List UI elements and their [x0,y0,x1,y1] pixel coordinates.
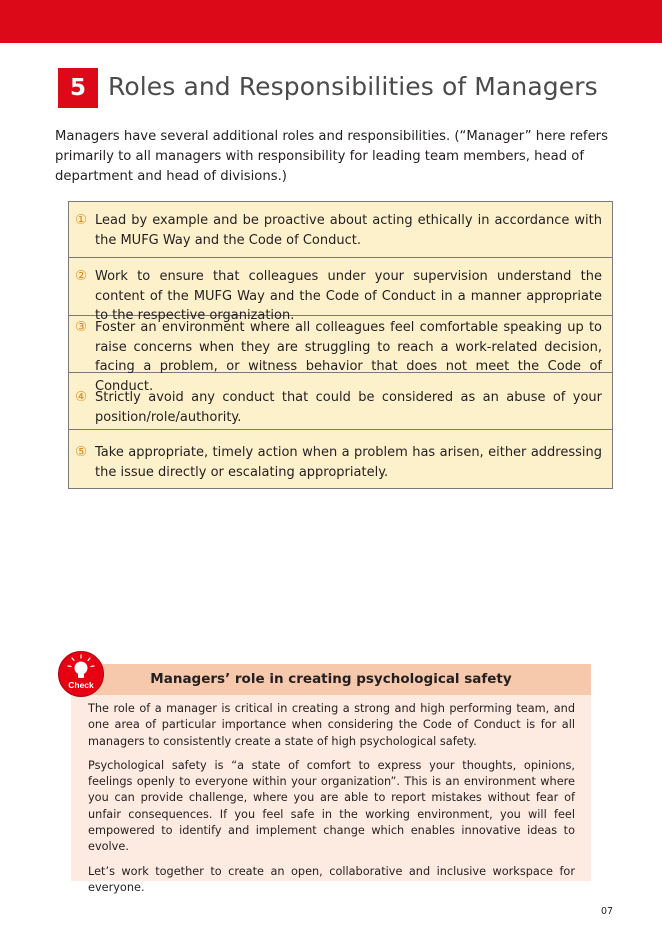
check-badge-label: Check [68,680,94,690]
item-text: Strictly avoid any conduct that could be considered as an abuse of your position/role/authority. [95,390,602,425]
intro-paragraph: Managers have several additional roles and responsibilities. (“Manager” here refers primarily to all managers with responsibility for leading team members, head of department and head of divisions.) [55,129,608,184]
item-text: Lead by example and be proactive about acting ethically in accordance with the MUFG Way and the Code of Conduct. [95,213,602,248]
check-body [88,701,575,904]
check-callout [71,664,591,894]
check-badge [58,651,104,697]
item-number: ⑤ [75,444,88,460]
list-item [69,373,612,430]
check-title: Managers’ role in creating psychological safety [150,671,512,687]
page-number: 07 [601,906,614,917]
list-item [69,430,612,488]
list-item [69,202,612,258]
item-text: Work to ensure that colleagues under your supervision understand the content of the MUFG Way and the Code of Conduct in a manner appropriate to the respective organization. [95,269,602,323]
check-paragraph: Psychological safety is “a state of comfort to express your thoughts, opinions, feelings openly to everyone within your organization”. This is an environment where you can provide challenge, where you are able to report mistakes without fear of unfair consequences. If you feel safe in the working environment, you will feel empowered to identify and implement change which enables innovative ideas to evolve. [88,758,575,854]
top-red-bar [0,0,662,43]
item-number: ① [75,212,88,228]
section-number-badge: 5 [58,68,98,108]
item-number: ③ [75,319,88,335]
item-number: ② [75,268,88,284]
list-item [69,316,612,394]
item-number: ④ [75,389,88,405]
responsibilities-list [68,201,613,489]
item-text: Foster an environment where all colleagues feel comfortable speaking up to raise concerns when they are struggling to reach a work-related decision, facing a problem, or witness behavior that does not meet the Code of Conduct. [95,320,602,394]
item-text: Take appropriate, timely action when a problem has arisen, either addressing the issue directly or escalating appropriately. [95,445,602,480]
list-item [69,258,612,323]
lightbulb-icon [58,651,104,697]
check-paragraph: The role of a manager is critical in creating a strong and high performing team, and one area of particular importance when considering the Code of Conduct is for all managers to consistently create a state of high psychological safety. [88,702,575,748]
check-header [71,664,591,695]
section-title: Roles and Responsibilities of Managers [108,72,598,101]
check-paragraph: Let’s work together to create an open, collaborative and inclusive workspace for everyone. [88,864,575,894]
